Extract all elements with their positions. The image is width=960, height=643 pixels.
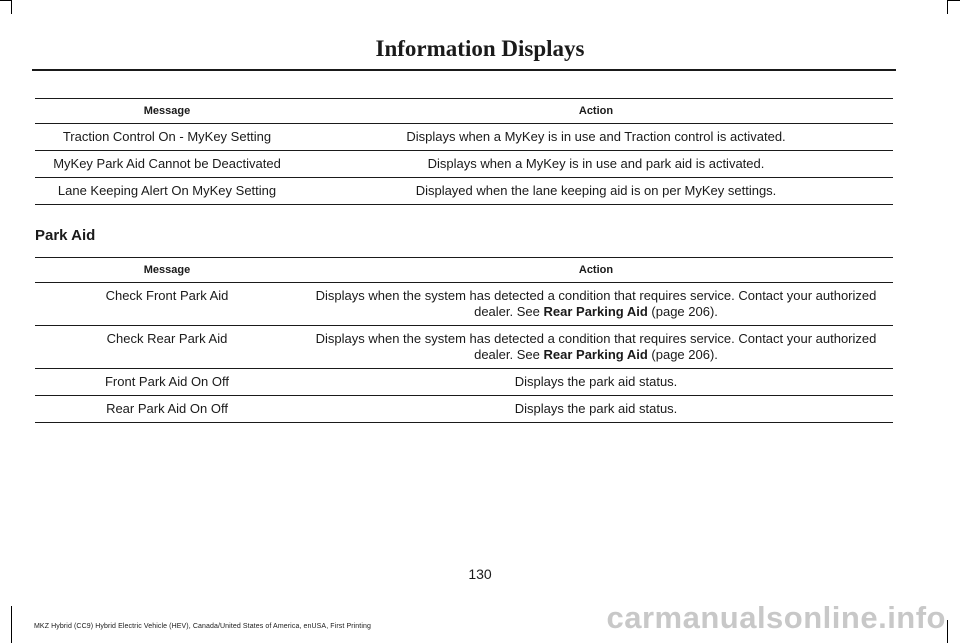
message-cell: Rear Park Aid On Off — [35, 396, 299, 423]
action-cell — [299, 283, 893, 326]
table-row — [35, 326, 893, 369]
message-cell: Check Rear Park Aid — [35, 326, 299, 369]
header-divider — [32, 69, 896, 71]
message-cell: Check Front Park Aid — [35, 283, 299, 326]
cross-reference-link[interactable]: Rear Parking Aid — [543, 304, 648, 319]
printing-info: MKZ Hybrid (CC9) Hybrid Electric Vehicle (HEV), Canada/United States of America, enUSA, First Printing — [34, 623, 371, 630]
action-text: Displays when the system has detected a condition that requires service. Contact your authorized dealer. See — [315, 288, 877, 319]
section-heading: Park Aid — [35, 227, 96, 244]
action-cell: Displayed when the lane keeping aid is on per MyKey settings. — [299, 178, 893, 205]
message-cell: MyKey Park Aid Cannot be Deactivated — [35, 151, 299, 178]
message-cell: Lane Keeping Alert On MyKey Setting — [35, 178, 299, 205]
table-row — [35, 178, 893, 205]
message-cell: Traction Control On - MyKey Setting — [35, 124, 299, 151]
table-row — [35, 369, 893, 396]
table-header-row — [35, 258, 893, 283]
message-cell: Front Park Aid On Off — [35, 369, 299, 396]
crop-mark — [11, 606, 12, 643]
action-cell: Displays when a MyKey is in use and park aid is activated. — [299, 151, 893, 178]
table-row — [35, 396, 893, 423]
page-title: Information Displays — [375, 36, 585, 61]
table-row — [35, 124, 893, 151]
action-cell: Displays the park aid status. — [299, 396, 893, 423]
column-header-message: Message — [35, 99, 299, 124]
table-header-row — [35, 99, 893, 124]
page-reference: (page 206). — [651, 304, 718, 319]
page-number: 130 — [468, 566, 492, 582]
action-cell — [299, 326, 893, 369]
page-reference: (page 206). — [651, 347, 718, 362]
crop-mark — [947, 0, 948, 14]
cross-reference-link[interactable]: Rear Parking Aid — [543, 347, 648, 362]
crop-mark — [947, 0, 960, 1]
action-text: Displays when the system has detected a condition that requires service. Contact your authorized dealer. See — [315, 331, 877, 362]
table-row — [35, 283, 893, 326]
crop-mark — [11, 0, 12, 14]
park-aid-messages-table — [35, 257, 893, 423]
column-header-action: Action — [299, 258, 893, 283]
action-cell: Displays when a MyKey is in use and Traction control is activated. — [299, 124, 893, 151]
column-header-action: Action — [299, 99, 893, 124]
table-row — [35, 151, 893, 178]
action-cell: Displays the park aid status. — [299, 369, 893, 396]
watermark: carmanualsonline.info — [606, 600, 946, 635]
mykey-messages-table — [35, 98, 893, 205]
column-header-message: Message — [35, 258, 299, 283]
crop-mark — [947, 620, 948, 643]
